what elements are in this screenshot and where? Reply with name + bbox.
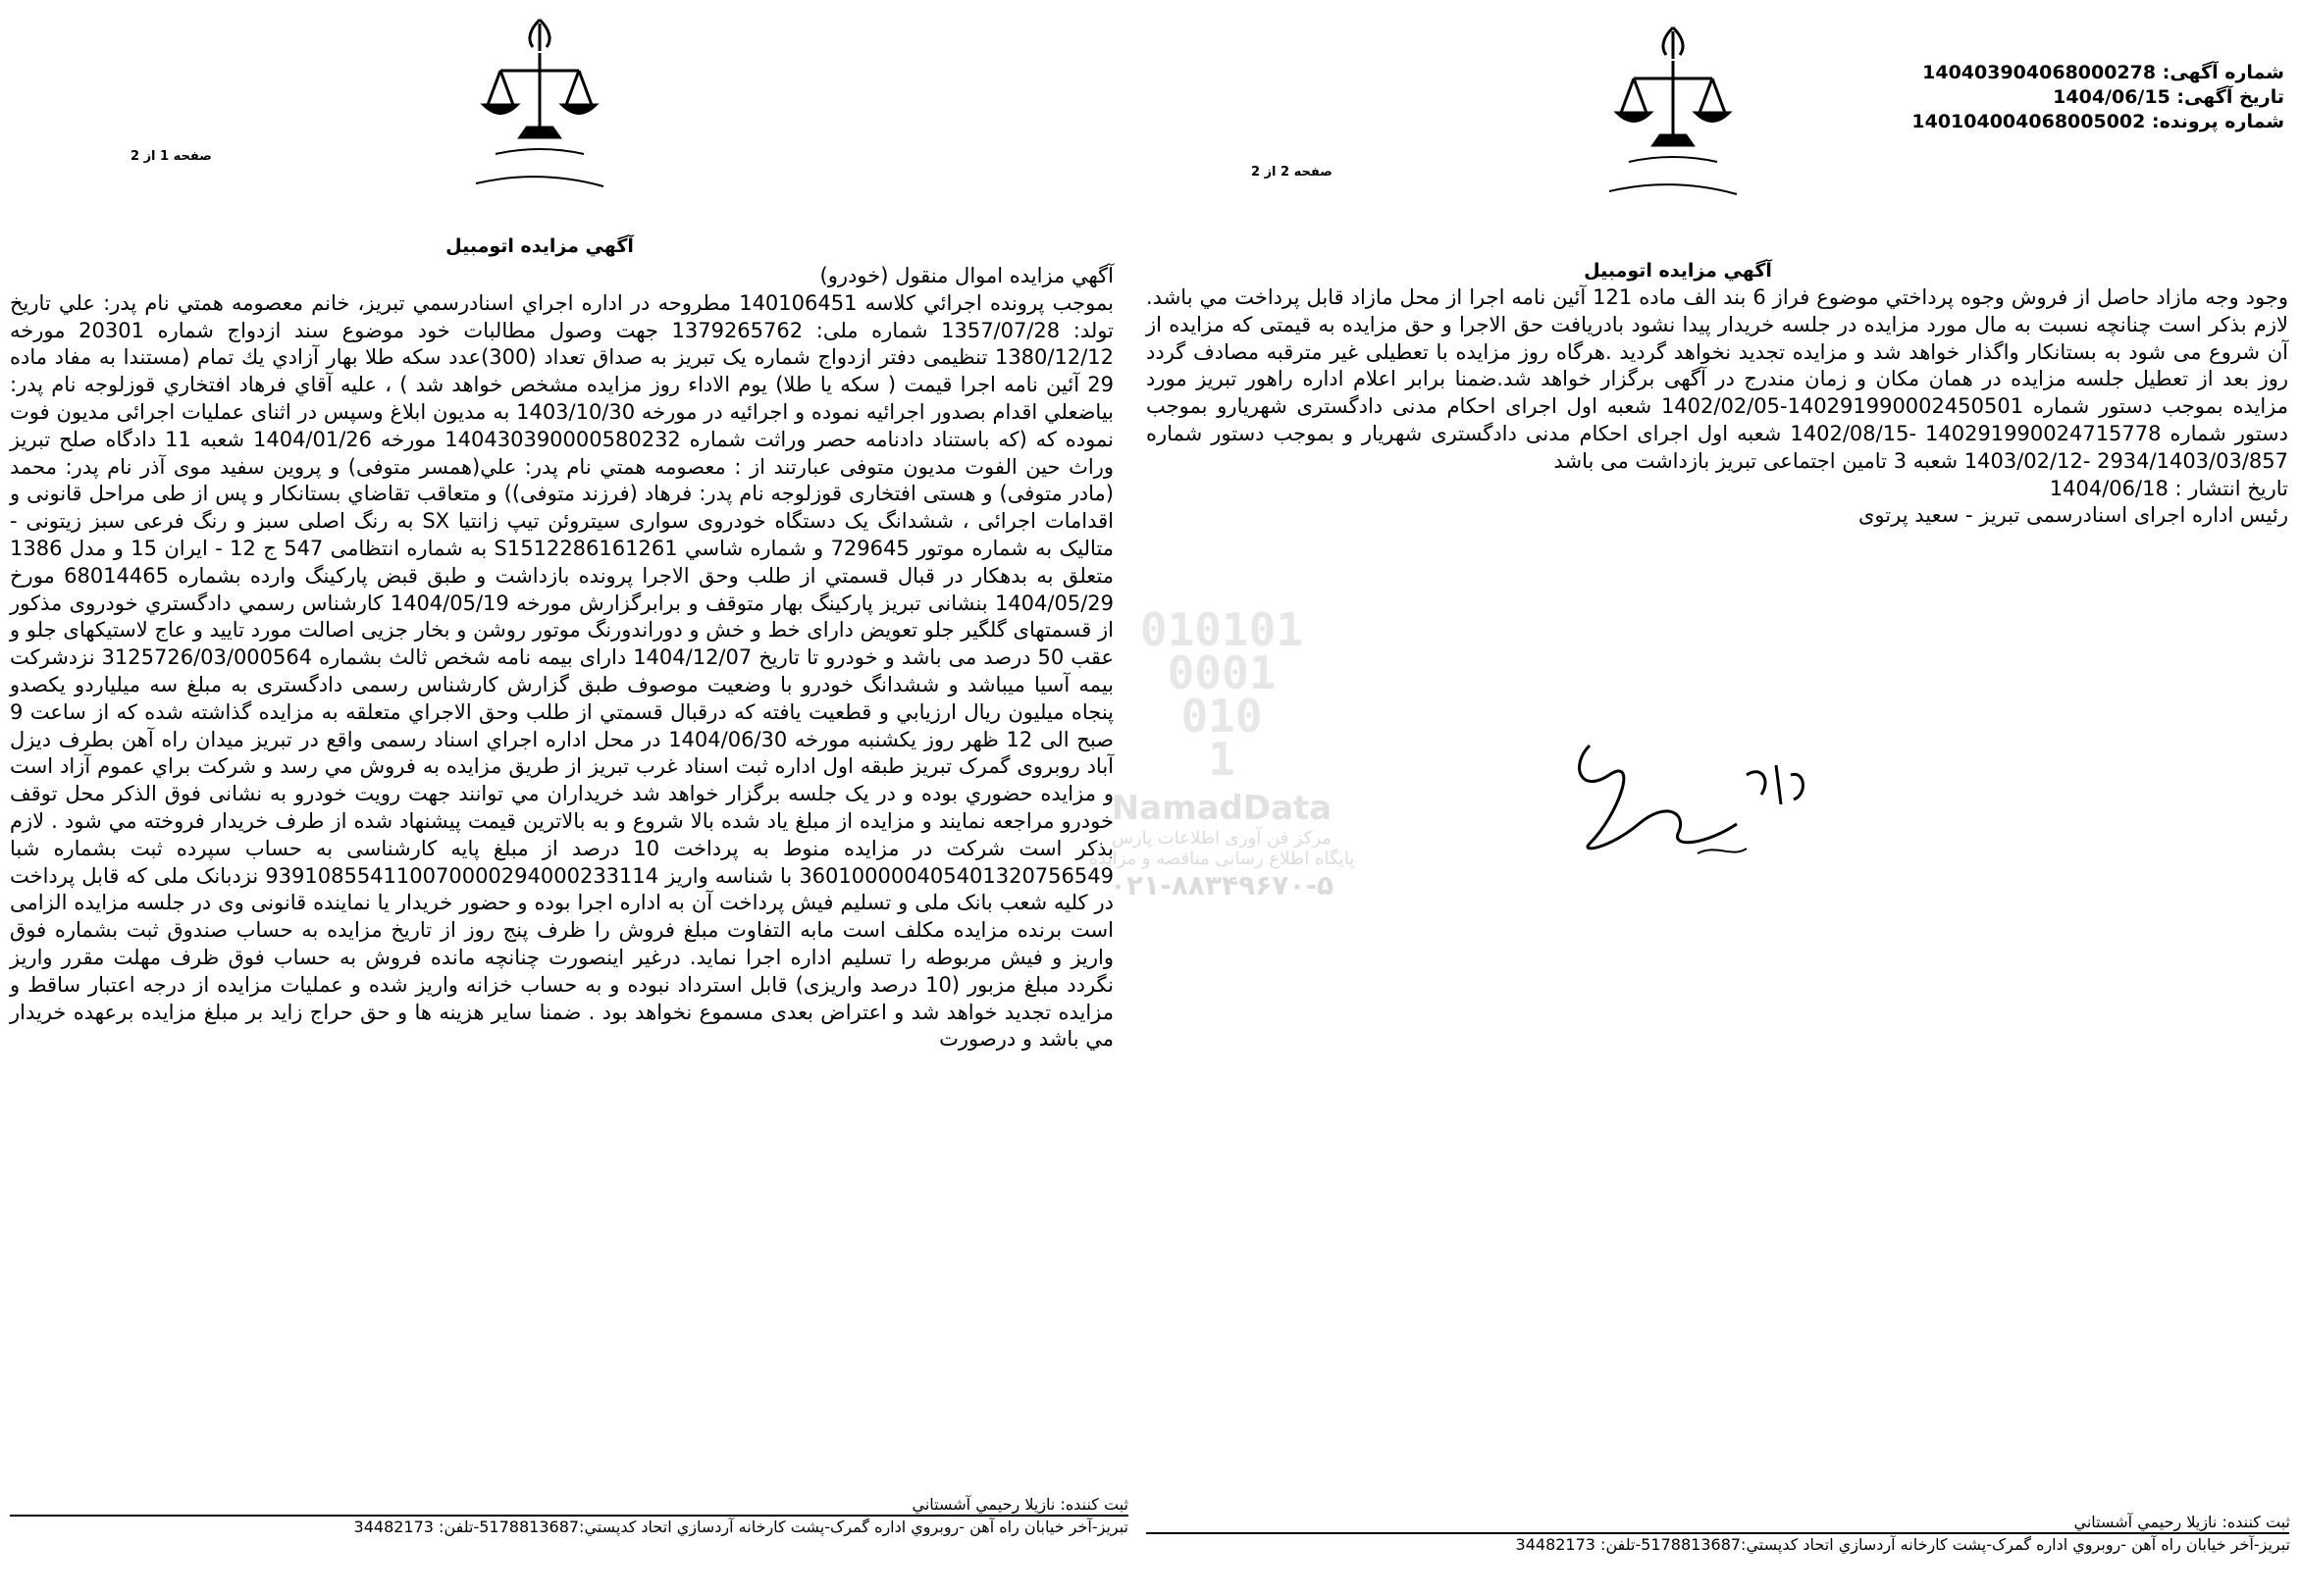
watermark-brand: NamadData <box>1111 789 1333 828</box>
scales-of-justice-icon <box>1599 20 1747 206</box>
body-paragraph: آگهي مزايده اموال منقول (خودرو) <box>819 264 1114 287</box>
watermark-code-line: 1 <box>1208 733 1235 786</box>
case-number-label: شماره پرونده: <box>2151 111 2284 132</box>
page-indicator: صفحه 1 از 2 <box>131 149 212 164</box>
ad-number-row <box>1833 61 2284 85</box>
body-paragraph: وجود وجه مازاد حاصل از فروش وجوه پرداختي موضوع فراز 6 بند الف ماده 121 آئین نامه اجرا از محل مازاد قابل پرداخت مي باشد. لازم بذکر است چنانچه نسبت به مال مورد مزايده در جلسه خريدار پيدا نشود بادريافت حق الاجرا و حق مزايده به قيمتی كه مزايده از آن شروع می شود به بستانكار واگذار خواهد شد و مزايده تجديد نخواهد گرديد .هرگاه روز مزايده با تعطيلی غير مترقبه مصادف گردد روز بعد از تعطيل جلسه مزايده در همان مكان و زمان مندرج در آگهی برگزار خواهد شد.ضمنا برابر اعلام اداره راهور تبریز مورد مزایده بموجب دستور شماره 140291990002450501-1402/02/05 شعبه اول اجرای احکام مدنی دادگستری شهریارو بموجب دستور شماره 140291990024715778 -1402/08/15 شعبه اول اجرای احکام مدنی دادگستری شهریار و بموجب دستور شماره 2934/1403/03/857 -1403/02/12 شعبه 3 تامین اجتماعی تبریز بازداشت می باشد <box>1146 285 2288 473</box>
case-number: 140104004068005002 <box>1911 111 2146 132</box>
watermark-code-line: 010 <box>1180 690 1263 743</box>
page-indicator: صفحه 2 از 2 <box>1251 165 1333 180</box>
watermark-line: مرکز فن آوری اطلاعات پارس <box>1111 828 1333 849</box>
document-title: آگهي مزايده اتومبيل <box>1584 260 1772 282</box>
page-1 <box>0 0 1138 1596</box>
ad-date-row <box>1833 85 2284 110</box>
publish-date: تاریخ انتشار : 1404/06/18 <box>2049 476 2288 500</box>
office-address: تبريز-آخر خيابان راه آهن -روبروي اداره گمرک-پشت كارخانه آردسازي اتحاد كدپستي:5178813687-تلفن: 34482173 <box>1515 1535 2290 1554</box>
registrar-name: نازيلا رحيمي آشستاني <box>2073 1513 2218 1531</box>
scales-of-justice-icon <box>466 12 613 198</box>
watermark-code-line: 0001 <box>1167 646 1277 699</box>
namaddata-watermark <box>1065 603 1379 981</box>
registrar-label: ثبت كننده: <box>2222 1513 2290 1531</box>
ad-meta <box>1833 61 2284 134</box>
judiciary-emblem <box>1599 20 1747 206</box>
registrar <box>913 1494 1129 1516</box>
document-body <box>1146 284 2288 530</box>
footer-divider <box>1146 1532 2289 1534</box>
watermark-phone: ۰۲۱-۸۸۳۴۹۶۷۰-۵ <box>1109 869 1334 901</box>
registrar <box>2074 1512 2291 1533</box>
judiciary-emblem <box>466 12 613 198</box>
signatory: رئيس اداره اجرای اسنادرسمی تبريز - سعيد پرتوی <box>1858 503 2288 528</box>
office-address: تبريز-آخر خيابان راه آهن -روبروي اداره گمرک-پشت كارخانه آردسازي اتحاد كدپستي:5178813687-تلفن: 34482173 <box>353 1518 1128 1536</box>
handwritten-signature <box>1550 706 1845 873</box>
watermark-code-line: 010101 <box>1139 603 1304 656</box>
ad-number: 140403904068000278 <box>1922 62 2157 83</box>
ad-number-label: شماره آگهی: <box>2162 62 2284 83</box>
footer-divider <box>10 1515 1128 1517</box>
registrar-label: ثبت كننده: <box>1060 1495 1128 1514</box>
body-paragraph: بموجب پرونده اجرائي كلاسه 140106451 مطروحه در اداره اجراي اسنادرسمي تبريز، خانم معصومه همتي نام پدر: علي تاريخ تولد: 1357/07/28 شماره ملی: 1379265762 جهت وصول مطالبات خود موضوع سند ازدواج شماره 20301 مورخه 1380/12/12 تنظيمی دفتر ازدواج شماره یک تبريز به صداق تعداد (300)عدد سكه طلا بهار آزادي يك تمام (مستندا به مفاد ماده 29 آئين نامه اجرا قيمت ( سكه يا طلا) يوم الاداء روز مزايده مشخص خواهد شد ) ، عليه آقاي فرهاد افتخاري قوزلوجه نام پدر: بياضعلي اقدام بصدور اجرائيه نموده و اجرائيه در مورخه 1403/10/30 به مديون ابلاغ وسپس در اثنای عملیات اجرائی مدیون فوت نموده که (که باستناد دادنامه حصر وراثت شماره 140430390000580232 مورخه 1404/01/26 شعبه 11 دادگاه صلح تبريز وراث حين الفوت مديون متوفی عبارتند از : معصومه همتي نام پدر: علي(همسر متوفی) و پروين سفيد موی آذر نام پدر: محمد (مادر متوفی) و هستی افتخاری قوزلوجه نام پدر: فرهاد (فرزند متوفی)) و متعاقب تقاضاي بستانكار و پس از طی مراحل قانونی و اقدامات اجرائی ، ششدانگ يک دستگاه خودروی سواری سیتروئن تیپ زانتیا SX به رنگ اصلی سبز و رنگ فرعی سبز زیتونی - متالیک به شماره موتور 729645 و شماره شاسي S1512286161261 به شماره انتظامی 547 ج 12 - ایران 15 و مدل 1386 متعلق به بدهكار در قبال قسمتي از طلب وحق الاجرا پرونده بازداشت و طبق قبض پارکینگ وارده بشماره 68014465 مورخ 1404/05/29 بنشانی تبریز پارکینگ بهار متوقف و برابرگزارش مورخه 1404/05/19 كارشناس رسمي دادگستري خودروی مذكور از قسمتهای گلگیر جلو تعویض دارای خط و خش و دوراندورنگ موتور روشن و بخار جزیی اصالت مورد تایید و عاج لاستیکهای جلو و عقب 50 درصد می باشد و خودرو تا تاریخ 1404/12/07 دارای بیمه نامه شخص ثالث بشماره 3125726/03/000564 نزدشرکت بیمه آسیا میباشد و ششدانگ خودرو با وضعیت موصوف طبق گزارش کارشناس رسمی دادگستری به مبلغ سه میلیاردو یکصدو پنجاه میلیون ريال ارزيابي و قطعيت يافته كه درقبال قسمتي از طلب وحق الاجراي متعلقه به مزايده گذاشته شده كه از ساعت 9 صبح الی 12 ظهر روز يكشنبه مورخه 1404/06/30 در محل اداره اجراي اسناد رسمی واقع در تبريز میدان راه آهن بطرف دیزل آباد روبروی گمرک تبریز طبقه اول اداره ثبت اسناد غرب تبريز از طريق مزايده به فروش مي رسد و شركت براي عموم آزاد است و مزايده حضوري بوده و در يک جلسه برگزار خواهد شد خريداران مي توانند جهت رويت خودرو به نشانی فوق الذكر محل توقف خودرو مراجعه نمايند و مزايده از مبلغ ياد شده بالا شروع و به بالاترين قيمت پيشنهاد شده از طرف خريدار فروخته مي شود . لازم بذكر است شركت در مزايده منوط به پرداخت 10 درصد از مبلغ پايه كارشناسی به حساب سپرده ثبت بشماره شبا 360100000405401320756549 با شناسه واريز 939108554110070000294000233114 نزدبانک ملی كه قابل پرداخت در كليه شعب بانک ملی و تسليم فيش پرداخت آن به اداره اجرا بوده و حضور خريدار يا نماينده قانونی وی در جلسه مزايده الزامی است برنده مزايده مكلف است مابه التفاوت مبلغ فروش را ظرف پنج روز از تاريخ مزايده به حساب صندوق ثبت بشماره فوق واريز و فيش مربوطه را تسليم اداره اجرا نمايد. درغیر اینصورت چنانچه مانده فروش به حساب فوق ظرف مهلت مقرر واريز نگردد مبلغ مزبور (10 درصد واريزی) قابل استرداد نبوده و به حساب خزانه واريز شده و عمليات مزايده از درجه اعتبار ساقط و مزايده تجديد خواهد شد و اعتراض بعدی مسموع نخواهد بود . ضمنا ساير هزينه ها و حق حراج زايد بر مبلغ مزايده برعهده خريدار مي باشد و درصورت <box>10 290 1115 1052</box>
document-title: آگهي مزايده اتومبيل <box>445 235 634 257</box>
watermark-line: پایگاه اطلاع رسانی مناقصه و مزایده <box>1088 849 1355 869</box>
case-number-row <box>1833 110 2284 134</box>
registrar-name: نازيلا رحيمي آشستاني <box>912 1495 1056 1514</box>
ad-date: 1404/06/15 <box>2053 86 2170 108</box>
document-body <box>10 263 1114 1054</box>
ad-date-label: تاریخ آگهی: <box>2176 86 2284 108</box>
